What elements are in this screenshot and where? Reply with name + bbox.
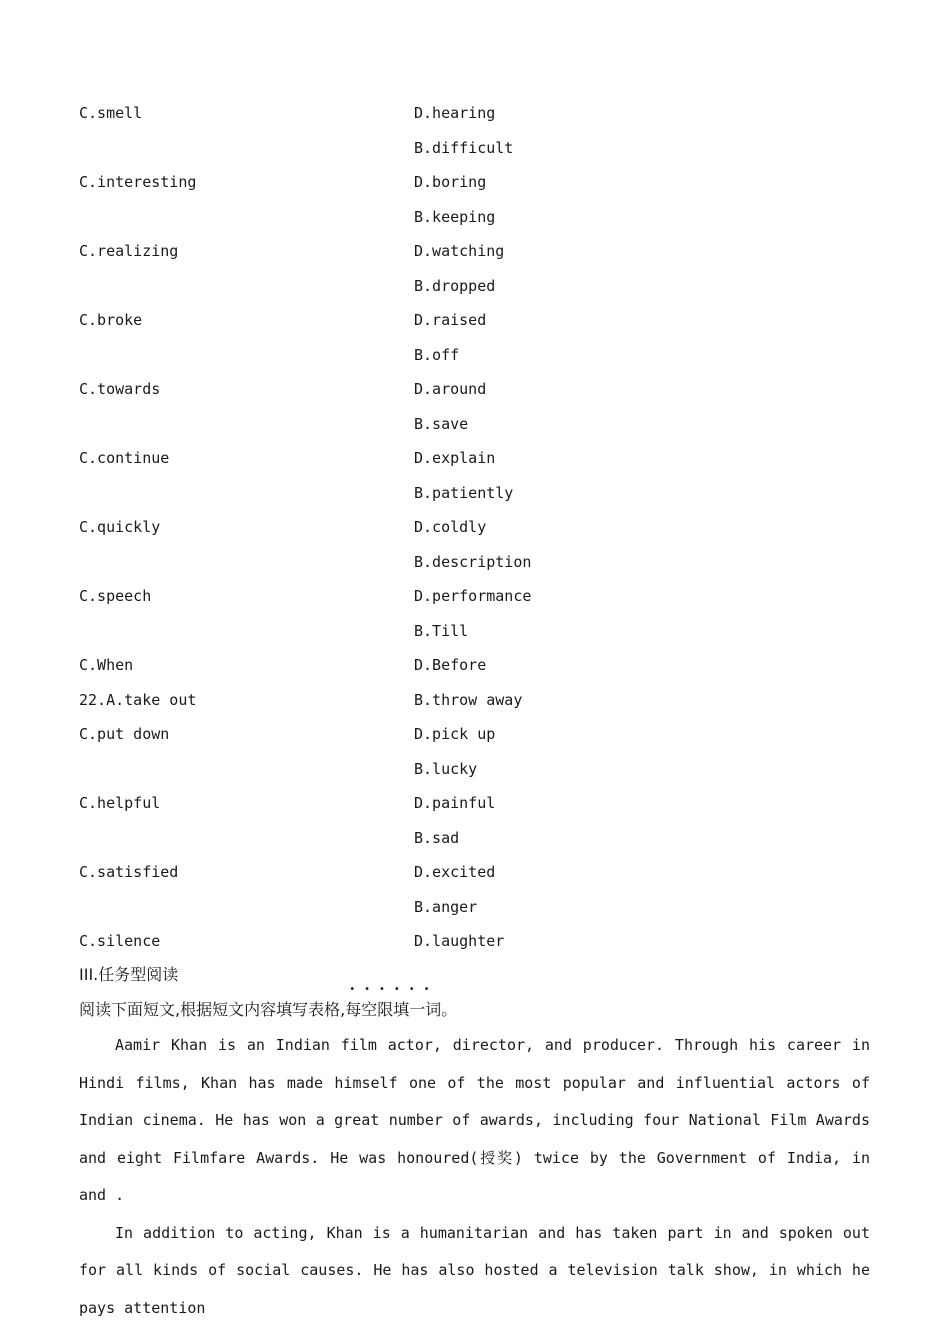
option-row: [0, 896, 950, 918]
option-left: C.towards: [79, 380, 161, 398]
option-left: C.smell: [79, 104, 143, 122]
passage-paragraph: In addition to acting, Khan is a humanitarian and has taken part in and spoken out for all kinds of social causes. He has also hosted a television talk show, in which he pays attention: [79, 1223, 870, 1317]
option-row: [0, 171, 950, 193]
option-left: C.silence: [79, 932, 161, 950]
option-right: D.hearing: [414, 104, 496, 122]
section-title: III.任务型阅读: [79, 965, 179, 984]
option-right: B.description: [414, 552, 532, 571]
option-right: D.coldly: [414, 518, 487, 536]
option-left: C.interesting: [79, 173, 197, 191]
option-left: C.satisfied: [79, 863, 179, 881]
option-row: [0, 275, 950, 297]
option-left: C.quickly: [79, 518, 161, 536]
option-right: B.sad: [414, 828, 460, 847]
instruction-text-end: 。: [441, 1000, 458, 1019]
option-row: [0, 240, 950, 262]
option-right: B.lucky: [414, 759, 478, 778]
option-right: D.laughter: [414, 932, 505, 950]
option-row: [0, 309, 950, 331]
option-row: [0, 551, 950, 573]
option-right: B.difficult: [414, 138, 514, 157]
option-row: [0, 723, 950, 745]
option-row: [0, 620, 950, 642]
section-instruction: [79, 984, 458, 1021]
option-row: [0, 654, 950, 676]
option-right: B.patiently: [414, 483, 514, 502]
passage-paragraph: Aamir Khan is an Indian film actor, director, and producer. Through his career in Hindi films, Khan has made himself one of the most popular and influential actors of Indian cinema. He has won a great number of awards, including four National Film Awards and eight Filmfare Awards. He was honoured(授奖) twice by the Government of India, in and .: [79, 1036, 870, 1204]
option-right: D.raised: [414, 311, 487, 329]
option-left: C.When: [79, 656, 134, 674]
option-right: B.off: [414, 345, 460, 364]
option-left: C.realizing: [79, 242, 179, 260]
option-right: D.performance: [414, 587, 532, 605]
option-right: D.excited: [414, 863, 496, 881]
option-right: D.explain: [414, 449, 496, 467]
option-right: B.save: [414, 414, 469, 433]
reading-passage: [79, 1027, 870, 1327]
instruction-emphasis-text: 每空限填一词: [345, 1000, 442, 1019]
option-row: [0, 482, 950, 504]
option-row: [0, 378, 950, 400]
option-right: B.throw away: [414, 690, 523, 709]
instruction-emphasis: [345, 984, 442, 1021]
option-row: [0, 102, 950, 124]
option-right: D.painful: [414, 794, 496, 812]
option-right: D.boring: [414, 173, 487, 191]
option-right: D.around: [414, 380, 487, 398]
option-row: [0, 930, 950, 952]
option-row: [0, 689, 950, 711]
option-right: D.pick up: [414, 725, 496, 743]
option-row: [0, 758, 950, 780]
option-right: B.Till: [414, 621, 469, 640]
option-left: C.put down: [79, 725, 170, 743]
option-right: B.anger: [414, 897, 478, 916]
option-row: [0, 861, 950, 883]
option-left: C.helpful: [79, 794, 161, 812]
option-row: [0, 344, 950, 366]
option-row: [0, 137, 950, 159]
option-row: [0, 585, 950, 607]
option-row: [0, 447, 950, 469]
option-left: C.broke: [79, 311, 143, 329]
option-left: C.speech: [79, 587, 152, 605]
option-left: C.continue: [79, 449, 170, 467]
option-right: B.dropped: [414, 276, 496, 295]
option-row: [0, 413, 950, 435]
emphasis-dots: ••••••: [349, 984, 439, 995]
option-right: B.keeping: [414, 207, 496, 226]
option-right: D.watching: [414, 242, 505, 260]
instruction-text: 阅读下面短文,根据短文内容填写表格,: [79, 1000, 346, 1019]
option-left: 22.A.take out: [79, 690, 197, 709]
option-row: [0, 827, 950, 849]
option-row: [0, 516, 950, 538]
option-right: D.Before: [414, 656, 487, 674]
option-row: [0, 792, 950, 814]
option-row: [0, 206, 950, 228]
